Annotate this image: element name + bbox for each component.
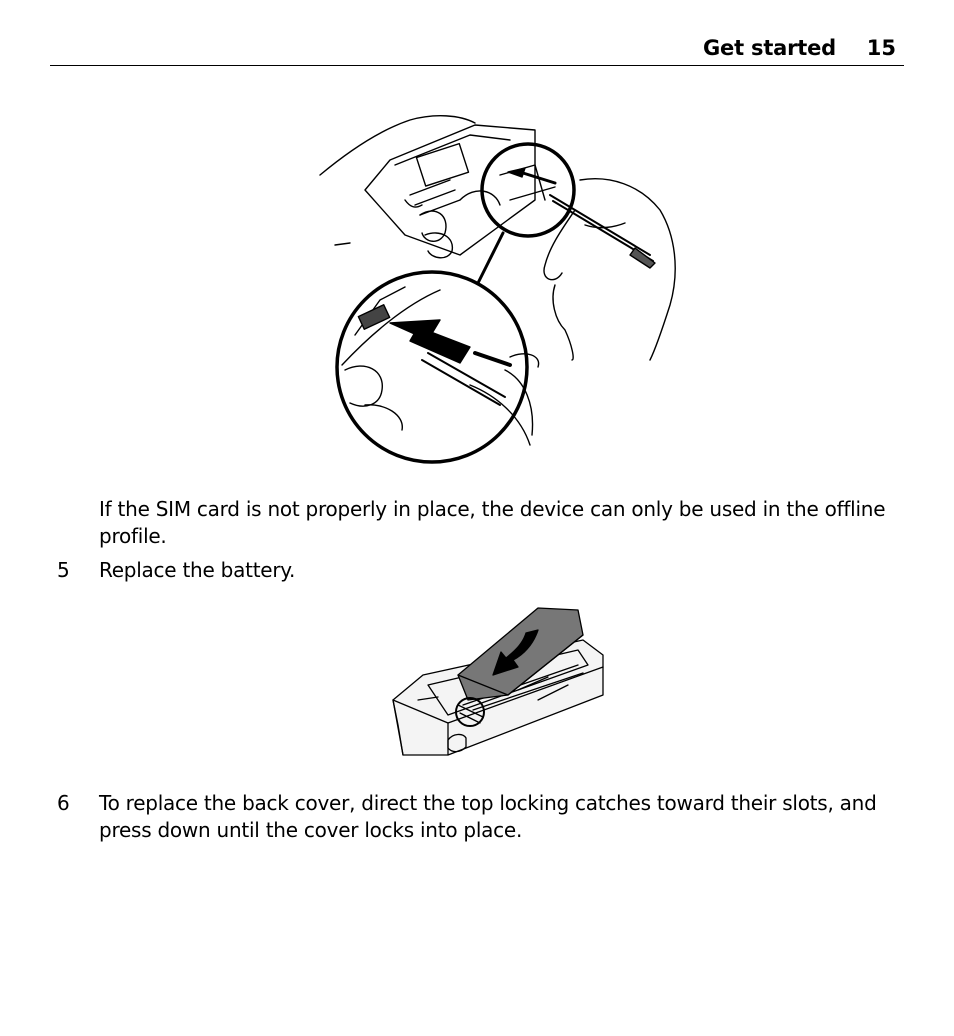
sim-card-insertion-illustration-icon — [310, 105, 690, 470]
sim-note: If the SIM card is not properly in place, the device can only be used in the offline profile. — [99, 497, 886, 548]
step-number: 6 — [57, 791, 70, 815]
section-title: Get started — [702, 36, 836, 60]
page-number: 15 — [866, 36, 896, 60]
battery-replacement-illustration-icon — [388, 605, 613, 765]
step-number: 5 — [57, 558, 70, 582]
step-text: Replace the battery. — [99, 558, 296, 582]
page-header — [50, 34, 904, 66]
battery-figure — [388, 605, 613, 765]
sim-insertion-figure — [310, 105, 690, 470]
step-text: To replace the back cover, direct the top locking catches toward their slots, and press down until the cover locks into place. — [99, 791, 877, 842]
